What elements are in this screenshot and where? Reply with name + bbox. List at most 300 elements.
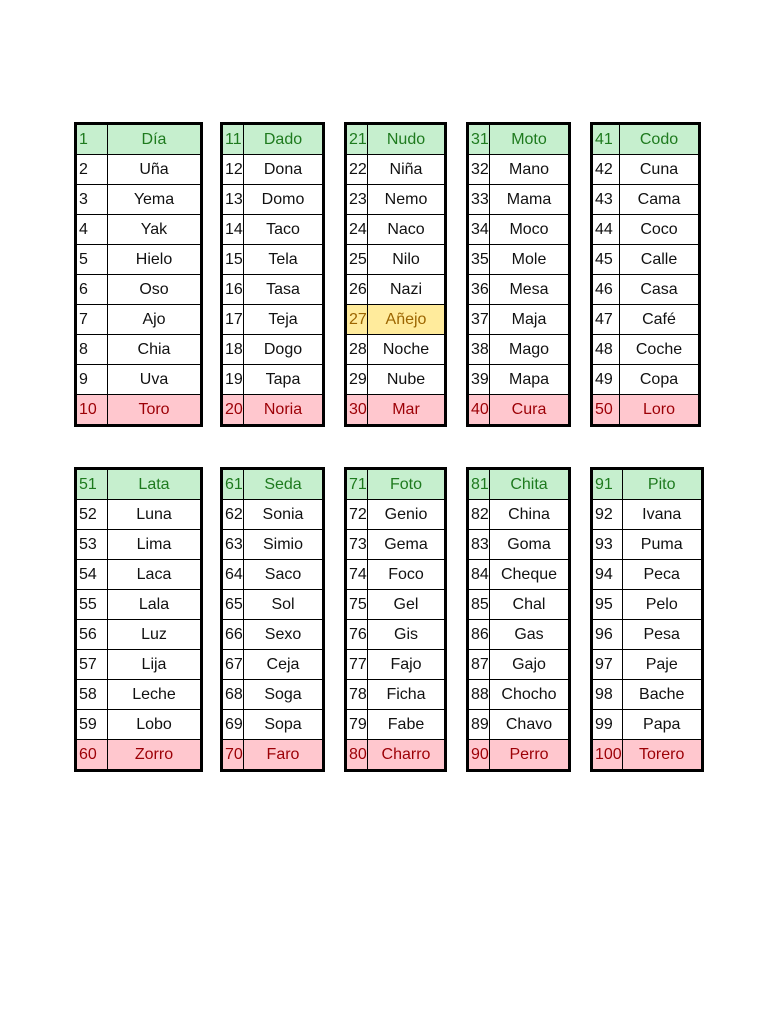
table-row [346, 560, 446, 590]
number-cell: 72 [346, 500, 368, 530]
number-cell: 23 [346, 185, 368, 215]
table-row [468, 680, 570, 710]
table-row [346, 215, 446, 245]
word-cell: Calle [620, 245, 700, 275]
table-row [592, 469, 703, 500]
word-cell: Mapa [490, 365, 570, 395]
word-cell: Luz [108, 620, 202, 650]
word-cell: Soga [244, 680, 324, 710]
table-row [76, 335, 202, 365]
number-cell: 92 [592, 500, 623, 530]
word-cell: Domo [244, 185, 324, 215]
word-cell: Saco [244, 560, 324, 590]
word-cell: Copa [620, 365, 700, 395]
word-cell: Toro [108, 395, 202, 426]
table-row [346, 530, 446, 560]
number-cell: 25 [346, 245, 368, 275]
table-row [468, 155, 570, 185]
table-row [468, 215, 570, 245]
word-cell: Yak [108, 215, 202, 245]
word-cell: Nazi [368, 275, 446, 305]
number-table-8 [344, 467, 447, 772]
number-cell: 12 [222, 155, 244, 185]
number-cell: 74 [346, 560, 368, 590]
table-row [76, 680, 202, 710]
number-cell: 47 [592, 305, 620, 335]
table-row [346, 365, 446, 395]
table-row [468, 185, 570, 215]
table-row [222, 590, 324, 620]
word-cell: Coche [620, 335, 700, 365]
number-cell: 93 [592, 530, 623, 560]
number-table-3 [344, 122, 447, 427]
table-row [468, 469, 570, 500]
number-cell: 67 [222, 650, 244, 680]
table-row [468, 650, 570, 680]
table-row [76, 275, 202, 305]
number-cell: 6 [76, 275, 108, 305]
table-row [346, 620, 446, 650]
number-cell: 14 [222, 215, 244, 245]
table-row [222, 710, 324, 740]
word-cell: Cuna [620, 155, 700, 185]
table-row [346, 650, 446, 680]
table-row [76, 530, 202, 560]
word-cell: Yema [108, 185, 202, 215]
number-cell: 45 [592, 245, 620, 275]
number-cell: 42 [592, 155, 620, 185]
number-cell: 86 [468, 620, 490, 650]
number-cell: 94 [592, 560, 623, 590]
word-cell: Seda [244, 469, 324, 500]
table-row [346, 275, 446, 305]
word-cell: Cura [490, 395, 570, 426]
table-row [468, 740, 570, 771]
word-cell: Ficha [368, 680, 446, 710]
table-row [222, 530, 324, 560]
number-cell: 31 [468, 124, 490, 155]
word-cell: Naco [368, 215, 446, 245]
table-row [592, 124, 700, 155]
table-row [76, 560, 202, 590]
word-cell: Dado [244, 124, 324, 155]
table-row [76, 185, 202, 215]
number-cell: 52 [76, 500, 108, 530]
number-cell: 53 [76, 530, 108, 560]
word-cell: Puma [622, 530, 702, 560]
word-cell: Lobo [108, 710, 202, 740]
table-row [76, 710, 202, 740]
table-row [592, 305, 700, 335]
number-cell: 43 [592, 185, 620, 215]
number-cell: 64 [222, 560, 244, 590]
table-row [468, 395, 570, 426]
word-cell: Chita [490, 469, 570, 500]
number-cell: 60 [76, 740, 108, 771]
number-cell: 15 [222, 245, 244, 275]
number-cell: 33 [468, 185, 490, 215]
number-table-10 [590, 467, 704, 772]
word-cell: Gas [490, 620, 570, 650]
word-cell: Lala [108, 590, 202, 620]
number-cell: 99 [592, 710, 623, 740]
table-row [76, 365, 202, 395]
number-table-6 [74, 467, 203, 772]
table-row [346, 245, 446, 275]
word-cell: Cheque [490, 560, 570, 590]
table-row [346, 710, 446, 740]
word-cell: Paje [622, 650, 702, 680]
table-row [468, 245, 570, 275]
table-row [468, 124, 570, 155]
table-row [592, 710, 703, 740]
table-row [346, 740, 446, 771]
word-cell: Tapa [244, 365, 324, 395]
table-row [468, 530, 570, 560]
word-cell: Ceja [244, 650, 324, 680]
table-row [468, 710, 570, 740]
number-cell: 38 [468, 335, 490, 365]
word-cell: Casa [620, 275, 700, 305]
number-cell: 9 [76, 365, 108, 395]
number-cell: 73 [346, 530, 368, 560]
table-row [222, 620, 324, 650]
word-cell: Noche [368, 335, 446, 365]
table-row [468, 500, 570, 530]
table-row [592, 740, 703, 771]
table-row [76, 590, 202, 620]
number-cell: 24 [346, 215, 368, 245]
table-row [468, 275, 570, 305]
number-cell: 95 [592, 590, 623, 620]
number-cell: 22 [346, 155, 368, 185]
number-cell: 32 [468, 155, 490, 185]
word-cell: Mano [490, 155, 570, 185]
word-cell: Nube [368, 365, 446, 395]
table-row [76, 650, 202, 680]
number-cell: 89 [468, 710, 490, 740]
number-cell: 54 [76, 560, 108, 590]
word-cell: Genio [368, 500, 446, 530]
number-cell: 80 [346, 740, 368, 771]
table-row [222, 335, 324, 365]
number-cell: 50 [592, 395, 620, 426]
number-cell: 87 [468, 650, 490, 680]
word-cell: Fajo [368, 650, 446, 680]
table-row [76, 155, 202, 185]
number-cell: 82 [468, 500, 490, 530]
number-cell: 7 [76, 305, 108, 335]
table-row [222, 215, 324, 245]
word-cell: Cama [620, 185, 700, 215]
table-row [592, 650, 703, 680]
table-row [222, 680, 324, 710]
number-cell: 46 [592, 275, 620, 305]
number-cell: 79 [346, 710, 368, 740]
number-table-5 [590, 122, 701, 427]
table-row [346, 305, 446, 335]
number-cell: 83 [468, 530, 490, 560]
table-row [222, 395, 324, 426]
table-row [222, 275, 324, 305]
number-cell: 61 [222, 469, 244, 500]
word-cell: Foco [368, 560, 446, 590]
word-cell: Leche [108, 680, 202, 710]
table-row [76, 740, 202, 771]
table-row [592, 500, 703, 530]
number-cell: 69 [222, 710, 244, 740]
table-row [222, 560, 324, 590]
table-row [592, 275, 700, 305]
word-cell: Nemo [368, 185, 446, 215]
word-cell: Moto [490, 124, 570, 155]
word-cell: Pito [622, 469, 702, 500]
table-row [346, 680, 446, 710]
word-cell: Chocho [490, 680, 570, 710]
word-cell: Peca [622, 560, 702, 590]
word-cell: Charro [368, 740, 446, 771]
word-cell: Uva [108, 365, 202, 395]
table-row [592, 560, 703, 590]
number-cell: 36 [468, 275, 490, 305]
number-cell: 20 [222, 395, 244, 426]
word-cell: Café [620, 305, 700, 335]
number-cell: 71 [346, 469, 368, 500]
table-row [222, 245, 324, 275]
word-cell: Coco [620, 215, 700, 245]
number-cell: 85 [468, 590, 490, 620]
table-row [222, 155, 324, 185]
table-row [222, 305, 324, 335]
table-row [76, 469, 202, 500]
number-cell: 5 [76, 245, 108, 275]
number-cell: 10 [76, 395, 108, 426]
word-cell: Pesa [622, 620, 702, 650]
table-row [76, 305, 202, 335]
table-row [346, 124, 446, 155]
word-cell: Sol [244, 590, 324, 620]
word-cell: Ivana [622, 500, 702, 530]
table-row [592, 365, 700, 395]
number-cell: 34 [468, 215, 490, 245]
number-cell: 39 [468, 365, 490, 395]
table-row [346, 155, 446, 185]
number-table-2 [220, 122, 325, 427]
word-cell: Maja [490, 305, 570, 335]
word-cell: Lata [108, 469, 202, 500]
number-cell: 27 [346, 305, 368, 335]
number-cell: 4 [76, 215, 108, 245]
table-row [222, 469, 324, 500]
number-cell: 68 [222, 680, 244, 710]
word-cell: Mar [368, 395, 446, 426]
word-cell: Lima [108, 530, 202, 560]
number-table-9 [466, 467, 571, 772]
word-cell: Mama [490, 185, 570, 215]
word-cell: Uña [108, 155, 202, 185]
number-cell: 49 [592, 365, 620, 395]
table-row [592, 155, 700, 185]
word-cell: Dona [244, 155, 324, 185]
word-cell: Tasa [244, 275, 324, 305]
table-row [592, 590, 703, 620]
table-row [346, 335, 446, 365]
word-cell: Taco [244, 215, 324, 245]
number-cell: 51 [76, 469, 108, 500]
number-cell: 37 [468, 305, 490, 335]
number-cell: 57 [76, 650, 108, 680]
table-row [592, 215, 700, 245]
number-cell: 30 [346, 395, 368, 426]
table-row [592, 335, 700, 365]
table-row [592, 185, 700, 215]
number-cell: 55 [76, 590, 108, 620]
word-cell: Hielo [108, 245, 202, 275]
word-cell: Noria [244, 395, 324, 426]
word-cell: Zorro [108, 740, 202, 771]
word-cell: Mesa [490, 275, 570, 305]
table-row [76, 500, 202, 530]
number-cell: 13 [222, 185, 244, 215]
word-cell: Mago [490, 335, 570, 365]
table-row [468, 590, 570, 620]
word-cell: Nilo [368, 245, 446, 275]
number-cell: 75 [346, 590, 368, 620]
word-cell: Mole [490, 245, 570, 275]
number-cell: 88 [468, 680, 490, 710]
number-cell: 19 [222, 365, 244, 395]
number-cell: 81 [468, 469, 490, 500]
number-cell: 84 [468, 560, 490, 590]
number-cell: 97 [592, 650, 623, 680]
table-row [346, 395, 446, 426]
table-row [346, 500, 446, 530]
word-cell: Dogo [244, 335, 324, 365]
word-cell: Goma [490, 530, 570, 560]
number-cell: 44 [592, 215, 620, 245]
number-cell: 3 [76, 185, 108, 215]
number-cell: 70 [222, 740, 244, 771]
table-row [222, 500, 324, 530]
word-cell: Torero [622, 740, 702, 771]
table-row [592, 245, 700, 275]
table-row [468, 335, 570, 365]
number-cell: 16 [222, 275, 244, 305]
word-cell: Perro [490, 740, 570, 771]
number-cell: 26 [346, 275, 368, 305]
table-row [468, 365, 570, 395]
table-row [76, 620, 202, 650]
word-cell: Faro [244, 740, 324, 771]
number-cell: 11 [222, 124, 244, 155]
number-cell: 1 [76, 124, 108, 155]
table-row [346, 469, 446, 500]
table-row [222, 365, 324, 395]
table-row [592, 395, 700, 426]
word-cell: Fabe [368, 710, 446, 740]
table-row [592, 620, 703, 650]
number-cell: 91 [592, 469, 623, 500]
table-row [76, 215, 202, 245]
number-cell: 78 [346, 680, 368, 710]
number-cell: 100 [592, 740, 623, 771]
word-cell: Papa [622, 710, 702, 740]
number-cell: 8 [76, 335, 108, 365]
number-cell: 29 [346, 365, 368, 395]
word-cell: Sexo [244, 620, 324, 650]
word-cell: Añejo [368, 305, 446, 335]
number-cell: 96 [592, 620, 623, 650]
number-cell: 48 [592, 335, 620, 365]
table-row [76, 245, 202, 275]
word-cell: China [490, 500, 570, 530]
number-table-7 [220, 467, 325, 772]
number-cell: 17 [222, 305, 244, 335]
number-cell: 90 [468, 740, 490, 771]
word-cell: Día [108, 124, 202, 155]
word-cell: Tela [244, 245, 324, 275]
table-row [346, 185, 446, 215]
number-cell: 18 [222, 335, 244, 365]
table-row [468, 620, 570, 650]
number-cell: 21 [346, 124, 368, 155]
number-cell: 56 [76, 620, 108, 650]
word-cell: Teja [244, 305, 324, 335]
word-cell: Bache [622, 680, 702, 710]
word-cell: Loro [620, 395, 700, 426]
number-cell: 66 [222, 620, 244, 650]
table-row [222, 650, 324, 680]
word-cell: Niña [368, 155, 446, 185]
word-cell: Simio [244, 530, 324, 560]
word-cell: Lija [108, 650, 202, 680]
table-row [222, 185, 324, 215]
word-cell: Chal [490, 590, 570, 620]
number-table-4 [466, 122, 571, 427]
table-row [222, 740, 324, 771]
word-cell: Foto [368, 469, 446, 500]
word-cell: Laca [108, 560, 202, 590]
number-cell: 40 [468, 395, 490, 426]
word-cell: Pelo [622, 590, 702, 620]
word-cell: Chia [108, 335, 202, 365]
number-cell: 58 [76, 680, 108, 710]
word-cell: Gajo [490, 650, 570, 680]
table-row [222, 124, 324, 155]
word-cell: Chavo [490, 710, 570, 740]
number-cell: 63 [222, 530, 244, 560]
word-cell: Sonia [244, 500, 324, 530]
number-cell: 62 [222, 500, 244, 530]
table-row [76, 124, 202, 155]
table-row [468, 560, 570, 590]
word-cell: Gis [368, 620, 446, 650]
word-cell: Moco [490, 215, 570, 245]
number-cell: 35 [468, 245, 490, 275]
word-cell: Codo [620, 124, 700, 155]
word-cell: Ajo [108, 305, 202, 335]
table-row [468, 305, 570, 335]
number-cell: 41 [592, 124, 620, 155]
table-row [592, 680, 703, 710]
number-cell: 98 [592, 680, 623, 710]
table-row [346, 590, 446, 620]
number-table-1 [74, 122, 203, 427]
word-cell: Gema [368, 530, 446, 560]
table-row [76, 395, 202, 426]
number-cell: 77 [346, 650, 368, 680]
word-cell: Gel [368, 590, 446, 620]
